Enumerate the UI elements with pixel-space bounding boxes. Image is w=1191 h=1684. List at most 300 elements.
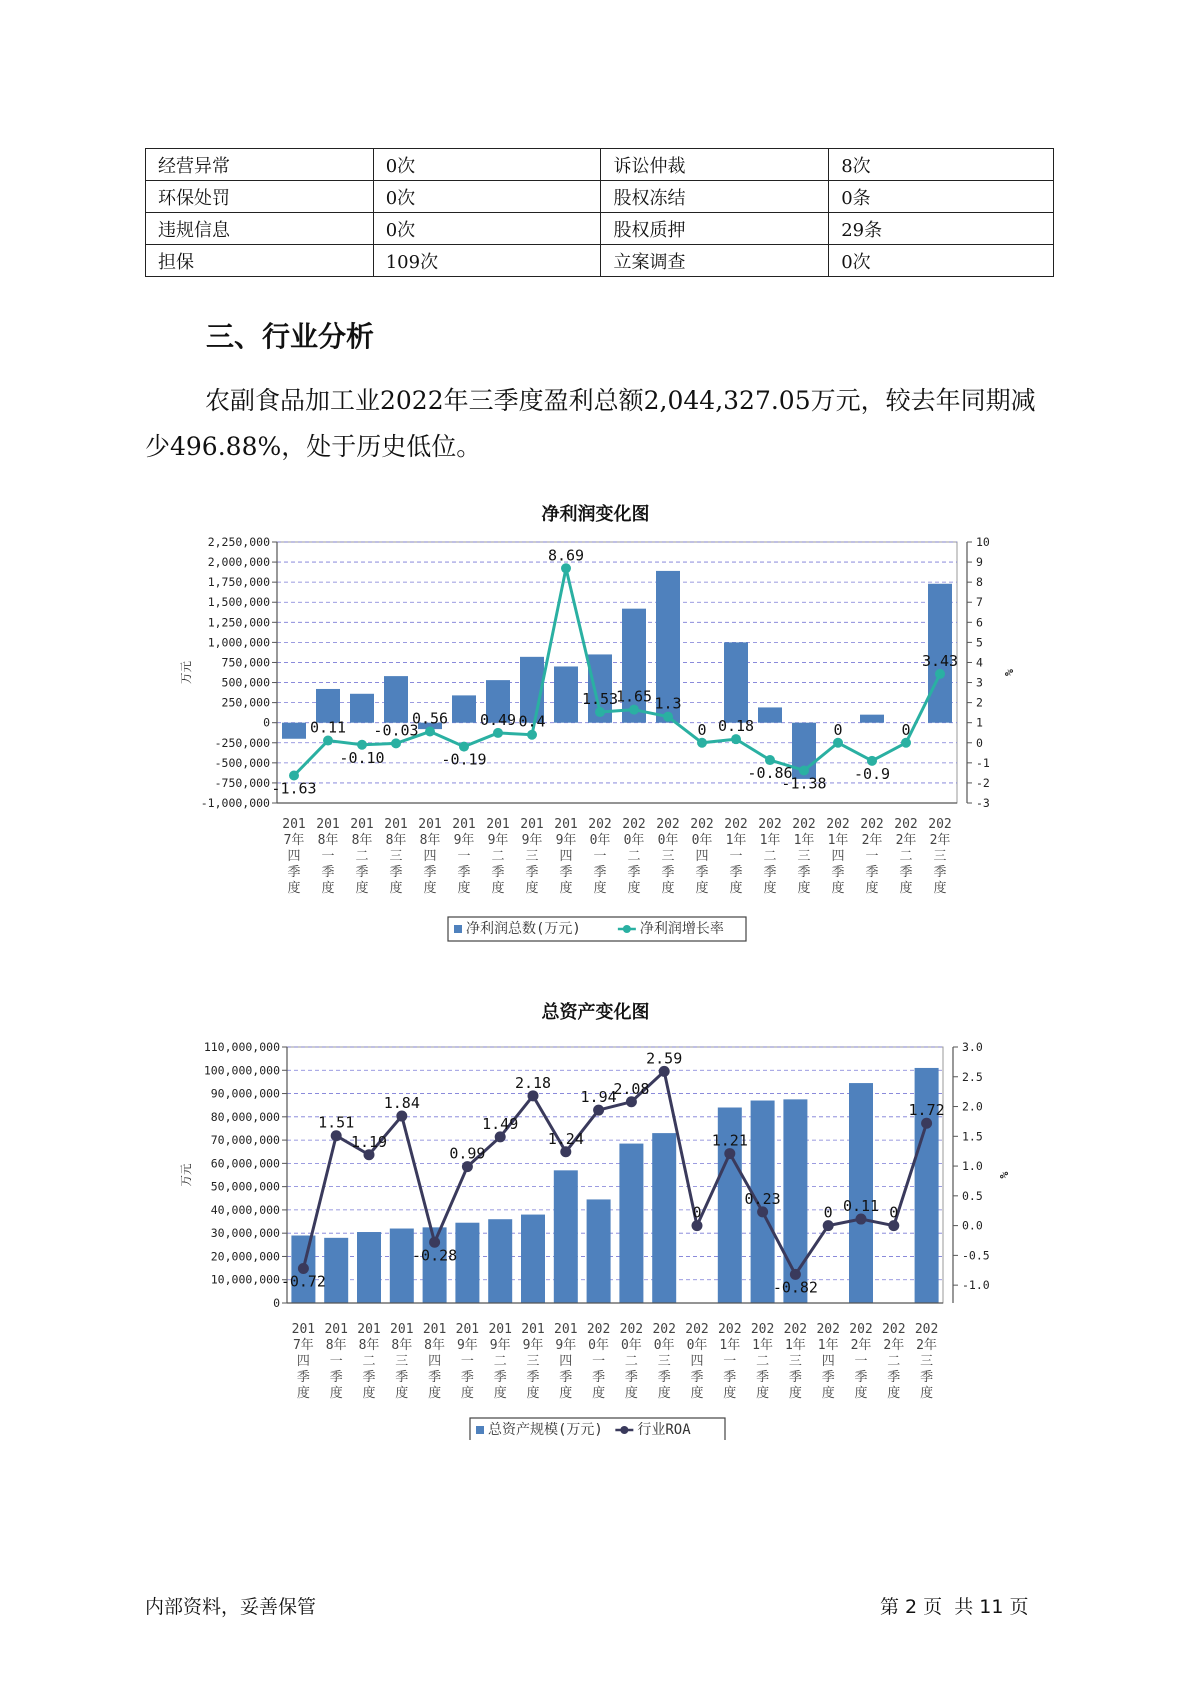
data-label: -1.38: [781, 774, 827, 793]
x-tick-label: 9年: [555, 833, 577, 848]
x-tick-label: 9年: [489, 1338, 511, 1353]
x-tick-label: 二: [627, 849, 641, 864]
x-tick-label: 1年: [784, 1338, 806, 1353]
x-tick-label: 季: [797, 865, 811, 880]
y-tick-label: 40,000,000: [210, 1202, 280, 1217]
y-tick-label: 250,000: [221, 695, 270, 710]
table-cell: 29条: [829, 213, 1054, 245]
x-tick-label: 度: [525, 881, 539, 896]
y2-tick-label: 10: [976, 535, 990, 549]
data-point: [935, 669, 945, 679]
data-point: [527, 730, 537, 740]
data-point: [493, 728, 503, 738]
data-point: [626, 1096, 637, 1107]
table-cell: 股权冻结: [601, 181, 829, 213]
x-tick-label: 202: [619, 1322, 644, 1337]
y2-tick-label: 2.0: [962, 1099, 983, 1114]
x-tick-label: 2年: [883, 1338, 905, 1353]
table-row: [146, 181, 1054, 213]
y2-tick-label: 9: [976, 555, 983, 570]
x-tick-label: 季: [661, 865, 675, 880]
x-tick-label: 度: [788, 1386, 802, 1401]
x-tick-label: 201: [316, 817, 340, 832]
x-tick-label: 1年: [793, 833, 815, 848]
x-tick-label: 四: [695, 849, 709, 864]
y-tick-label: 80,000,000: [210, 1109, 280, 1124]
data-label: 1.72: [908, 1101, 945, 1120]
x-tick-label: 三: [525, 849, 539, 864]
y-tick-label: -500,000: [214, 755, 270, 770]
legend-label: 净利润增长率: [639, 921, 724, 937]
y-tick-label: 1,500,000: [207, 595, 270, 610]
x-tick-label: 1年: [719, 1338, 741, 1353]
x-tick-label: 度: [899, 881, 913, 896]
x-tick-label: 2年: [895, 833, 917, 848]
x-tick-label: 一: [729, 849, 743, 864]
bar: [652, 1133, 676, 1303]
x-tick-label: 四: [559, 1354, 573, 1369]
x-tick-label: 201: [455, 1322, 480, 1337]
x-tick-label: 201: [384, 817, 408, 832]
x-tick-label: 8年: [419, 833, 441, 848]
data-point: [391, 738, 401, 748]
y-tick-label: 0: [273, 1296, 280, 1310]
data-label: 1.3: [654, 694, 682, 713]
data-point: [560, 1146, 571, 1157]
x-tick-label: 202: [718, 1322, 742, 1337]
x-tick-label: 二: [355, 849, 369, 864]
x-tick-label: 季: [723, 1370, 737, 1385]
table-row: [146, 213, 1054, 245]
x-tick-label: 9年: [453, 833, 475, 848]
x-tick-label: 202: [758, 817, 782, 832]
data-label: 1.84: [383, 1094, 420, 1113]
x-tick-label: 201: [282, 817, 306, 832]
x-tick-label: 2年: [916, 1338, 938, 1353]
x-tick-label: 202: [894, 817, 918, 832]
data-label: 1.94: [580, 1088, 617, 1107]
x-tick-label: 0年: [589, 833, 611, 848]
data-label: 0: [692, 1203, 702, 1222]
x-tick-label: 202: [750, 1322, 775, 1337]
x-tick-label: 202: [622, 817, 646, 832]
y-tick-label: 750,000: [221, 655, 270, 670]
data-point: [595, 707, 605, 717]
data-point: [561, 563, 571, 573]
data-point: [901, 738, 911, 748]
x-tick-label: 度: [723, 1386, 737, 1401]
y2-tick-label: -1: [976, 755, 990, 770]
bar: [554, 1170, 578, 1303]
data-label: -1.63: [271, 779, 317, 798]
x-tick-label: 三: [661, 849, 675, 864]
x-tick-label: 四: [821, 1354, 835, 1369]
x-tick-label: 201: [521, 1322, 545, 1337]
data-point: [364, 1149, 375, 1160]
bar: [488, 1219, 512, 1303]
y-tick-label: 1,750,000: [207, 575, 270, 590]
x-tick-label: 0年: [691, 833, 713, 848]
table-row: [146, 245, 1054, 277]
x-tick-label: 季: [729, 865, 743, 880]
data-label: 0.11: [842, 1197, 880, 1216]
x-tick-label: 季: [831, 865, 845, 880]
bar: [282, 723, 306, 739]
y-axis-title: 万元: [179, 661, 193, 684]
data-point: [833, 738, 843, 748]
x-tick-label: 201: [390, 1322, 414, 1337]
data-label: 0.23: [744, 1189, 781, 1208]
data-point: [724, 1148, 735, 1159]
x-tick-label: 二: [491, 849, 505, 864]
y-tick-label: 1,250,000: [207, 615, 270, 630]
x-tick-label: 0年: [588, 1338, 610, 1353]
x-tick-label: 季: [287, 865, 301, 880]
x-tick-label: 度: [854, 1386, 868, 1401]
data-point: [731, 734, 741, 744]
x-tick-label: 度: [593, 881, 607, 896]
x-tick-label: 度: [362, 1386, 376, 1401]
x-tick-label: 季: [763, 865, 777, 880]
data-label: -0.72: [280, 1272, 326, 1291]
x-tick-label: 季: [821, 1370, 835, 1385]
x-tick-label: 季: [657, 1370, 671, 1385]
x-tick-label: 季: [460, 1370, 474, 1385]
x-tick-label: 度: [831, 881, 845, 896]
x-tick-label: 9年: [456, 1338, 478, 1353]
bar: [350, 694, 374, 723]
bar: [587, 1199, 611, 1303]
risk-info-table: [145, 148, 1054, 277]
data-point: [528, 1090, 539, 1101]
table-cell: 8次: [829, 149, 1054, 181]
data-label: -0.10: [339, 748, 385, 767]
y-tick-label: -250,000: [214, 735, 270, 750]
y2-tick-label: 0.5: [962, 1188, 983, 1203]
y2-tick-label: 6: [976, 615, 983, 630]
table-cell: 0次: [373, 181, 601, 213]
x-tick-label: 四: [296, 1354, 310, 1369]
data-point: [629, 705, 639, 715]
y2-tick-label: 7: [976, 595, 983, 610]
data-label: 0.4: [518, 712, 546, 731]
y-tick-label: 0: [263, 715, 270, 730]
x-tick-label: 度: [624, 1386, 638, 1401]
data-label: 0: [697, 720, 707, 739]
x-tick-label: 二: [899, 849, 913, 864]
y2-tick-label: 2.5: [962, 1069, 983, 1084]
x-tick-label: 度: [493, 1386, 507, 1401]
x-tick-label: 季: [329, 1370, 343, 1385]
y2-tick-label: 4: [976, 655, 983, 670]
x-tick-label: 季: [624, 1370, 638, 1385]
section-heading: 三、行业分析: [206, 320, 375, 353]
x-tick-label: 1年: [827, 833, 849, 848]
data-label: -0.03: [373, 721, 419, 740]
x-tick-label: 2年: [850, 1338, 872, 1353]
x-tick-label: 季: [920, 1370, 934, 1385]
y2-tick-label: 2: [976, 695, 983, 710]
x-tick-label: 季: [933, 865, 947, 880]
x-tick-label: 二: [756, 1354, 770, 1369]
x-tick-label: 二: [763, 849, 777, 864]
x-tick-label: 201: [554, 817, 578, 832]
x-tick-label: 度: [428, 1386, 442, 1401]
x-tick-label: 度: [389, 881, 403, 896]
x-tick-label: 季: [593, 865, 607, 880]
x-tick-label: 三: [933, 849, 947, 864]
y-tick-label: -750,000: [214, 775, 270, 790]
x-tick-label: 9年: [521, 833, 543, 848]
x-tick-label: 季: [395, 1370, 409, 1385]
data-label: 3.43: [921, 651, 959, 670]
x-tick-label: 202: [792, 817, 816, 832]
x-tick-label: 201: [520, 817, 544, 832]
x-tick-label: 度: [729, 881, 743, 896]
x-tick-label: 季: [457, 865, 471, 880]
body-paragraph: 农副食品加工业2022年三季度盈利总额2,044,327.05万元，较去年同期减少496.88%，处于历史低位。: [145, 386, 1036, 461]
x-tick-label: 度: [821, 1386, 835, 1401]
data-label: 2.18: [514, 1073, 552, 1092]
data-label: 1.51: [318, 1113, 355, 1132]
footer-confidential: 内部资料，妥善保管: [145, 1596, 317, 1618]
y2-tick-label: -1.0: [962, 1278, 990, 1293]
x-tick-label: 度: [933, 881, 947, 896]
x-tick-label: 201: [418, 817, 442, 832]
table-cell: 担保: [146, 245, 374, 277]
x-tick-label: 202: [724, 817, 748, 832]
data-point: [823, 1220, 834, 1231]
y2-tick-label: -0.5: [962, 1248, 990, 1263]
x-tick-label: 201: [422, 1322, 447, 1337]
x-tick-label: 季: [695, 865, 709, 880]
x-tick-label: 202: [826, 817, 850, 832]
x-tick-label: 度: [329, 1386, 343, 1401]
x-tick-label: 三: [526, 1354, 540, 1369]
x-tick-label: 度: [296, 1386, 310, 1401]
x-tick-label: 度: [763, 881, 777, 896]
x-tick-label: 度: [355, 881, 369, 896]
x-tick-label: 二: [887, 1354, 901, 1369]
data-point: [692, 1220, 703, 1231]
x-tick-label: 1年: [752, 1338, 774, 1353]
data-point: [331, 1130, 342, 1141]
x-tick-label: 度: [457, 881, 471, 896]
legend-label: 总资产规模(万元): [488, 1422, 603, 1438]
x-tick-label: 季: [899, 865, 913, 880]
x-tick-label: 202: [588, 817, 612, 832]
legend-swatch-marker: [620, 1426, 628, 1434]
x-tick-label: 季: [423, 865, 437, 880]
y-tick-label: 1,000,000: [207, 635, 270, 650]
data-point: [757, 1206, 768, 1217]
table-row: [146, 149, 1054, 181]
x-tick-label: 201: [486, 817, 510, 832]
x-tick-label: 度: [690, 1386, 704, 1401]
data-label: 0: [833, 720, 843, 739]
x-tick-label: 0年: [686, 1338, 708, 1353]
data-point: [888, 1220, 899, 1231]
x-tick-label: 二: [493, 1354, 507, 1369]
footer-page-number: 第 2 页 共 11 页: [880, 1596, 1029, 1618]
y2-tick-label: 5: [976, 635, 983, 650]
y-tick-label: 30,000,000: [210, 1226, 280, 1241]
x-tick-label: 度: [695, 881, 709, 896]
x-tick-label: 8年: [351, 833, 373, 848]
data-point: [462, 1161, 473, 1172]
x-tick-label: 8年: [391, 1338, 413, 1353]
table-cell: 0条: [829, 181, 1054, 213]
x-tick-label: 202: [783, 1322, 808, 1337]
bar: [390, 1229, 414, 1303]
x-tick-label: 0年: [623, 833, 645, 848]
data-point: [323, 736, 333, 746]
x-tick-label: 度: [395, 1386, 409, 1401]
x-tick-label: 202: [690, 817, 714, 832]
table-cell: 立案调查: [601, 245, 829, 277]
x-tick-label: 季: [321, 865, 335, 880]
x-tick-label: 0年: [620, 1338, 642, 1353]
x-tick-label: 一: [592, 1354, 606, 1369]
x-tick-label: 8年: [424, 1338, 446, 1353]
legend-label: 净利润总数(万元): [466, 921, 581, 937]
x-tick-label: 四: [423, 849, 437, 864]
x-tick-label: 度: [657, 1386, 671, 1401]
y-tick-label: 100,000,000: [203, 1063, 280, 1078]
data-label: 1.53: [581, 690, 619, 709]
x-tick-label: 9年: [487, 833, 509, 848]
x-tick-label: 8年: [317, 833, 339, 848]
data-label: 0.49: [479, 710, 517, 729]
x-tick-label: 季: [592, 1370, 606, 1385]
table-cell: 0次: [373, 213, 601, 245]
bar: [860, 715, 884, 723]
x-tick-label: 度: [627, 881, 641, 896]
x-tick-label: 季: [854, 1370, 868, 1385]
bar: [849, 1083, 873, 1303]
data-point: [856, 1214, 867, 1225]
data-point: [921, 1118, 932, 1129]
x-tick-label: 8年: [325, 1338, 347, 1353]
x-tick-label: 9年: [555, 1338, 577, 1353]
data-label: -0.82: [772, 1278, 818, 1297]
table-cell: 109次: [373, 245, 601, 277]
x-tick-label: 四: [690, 1354, 704, 1369]
x-tick-label: 度: [592, 1386, 606, 1401]
x-tick-label: 8年: [385, 833, 407, 848]
table-cell: 0次: [373, 149, 601, 181]
data-point: [495, 1131, 506, 1142]
x-tick-label: 三: [657, 1354, 671, 1369]
x-tick-label: 一: [854, 1354, 868, 1369]
x-tick-label: 季: [865, 865, 879, 880]
x-tick-label: 季: [428, 1370, 442, 1385]
y2-tick-label: 1.5: [962, 1129, 983, 1144]
x-tick-label: 季: [493, 1370, 507, 1385]
x-tick-label: 一: [723, 1354, 737, 1369]
x-tick-label: 1年: [725, 833, 747, 848]
x-tick-label: 三: [920, 1354, 934, 1369]
data-label: 0.56: [411, 709, 449, 728]
x-tick-label: 8年: [358, 1338, 380, 1353]
bar: [455, 1223, 479, 1303]
data-label: -0.19: [441, 750, 487, 769]
x-tick-label: 201: [488, 1322, 512, 1337]
data-point: [425, 727, 435, 737]
x-tick-label: 9年: [522, 1338, 544, 1353]
bar: [724, 642, 748, 722]
y-tick-label: 500,000: [221, 675, 270, 690]
y2-tick-label: 1: [976, 715, 983, 730]
net-profit-chart: [0, 525, 1191, 955]
y-tick-label: 10,000,000: [210, 1272, 280, 1287]
y-tick-label: 2,000,000: [207, 555, 270, 570]
data-label: -0.9: [853, 764, 891, 783]
data-label: 0.18: [717, 717, 755, 736]
x-tick-label: 2年: [929, 833, 951, 848]
data-label: 1.49: [482, 1114, 519, 1133]
y-tick-label: 70,000,000: [210, 1133, 280, 1148]
x-tick-label: 一: [321, 849, 335, 864]
x-tick-label: 7年: [292, 1338, 314, 1353]
x-tick-label: 季: [525, 865, 539, 880]
bar: [452, 695, 476, 722]
x-tick-label: 季: [389, 865, 403, 880]
x-tick-label: 度: [920, 1386, 934, 1401]
data-label: -0.28: [412, 1246, 458, 1265]
y2-tick-label: 3: [976, 675, 983, 690]
bar: [357, 1232, 381, 1303]
x-tick-label: 四: [428, 1354, 442, 1369]
y-tick-label: 2,250,000: [207, 535, 270, 549]
x-tick-label: 二: [624, 1354, 638, 1369]
data-label: 0.99: [449, 1144, 486, 1163]
data-label: 1.65: [615, 687, 653, 706]
table-cell: 股权质押: [601, 213, 829, 245]
x-tick-label: 二: [362, 1354, 376, 1369]
x-tick-label: 一: [593, 849, 607, 864]
table-cell: 环保处罚: [146, 181, 374, 213]
x-tick-label: 0年: [653, 1338, 675, 1353]
x-tick-label: 一: [457, 849, 471, 864]
data-label: 0: [889, 1203, 899, 1222]
data-label: 1.19: [350, 1132, 388, 1151]
y-tick-label: 50,000,000: [210, 1179, 280, 1194]
data-point: [663, 712, 673, 722]
x-tick-label: 202: [816, 1322, 840, 1337]
bar: [554, 666, 578, 722]
legend-swatch-marker: [623, 925, 631, 933]
x-tick-label: 季: [559, 1370, 573, 1385]
x-tick-label: 季: [296, 1370, 310, 1385]
x-tick-label: 度: [756, 1386, 770, 1401]
data-label: 0.11: [309, 718, 347, 737]
x-tick-label: 季: [887, 1370, 901, 1385]
x-tick-label: 季: [526, 1370, 540, 1385]
legend-swatch-bar: [476, 1426, 484, 1434]
y2-tick-label: 1.0: [962, 1159, 983, 1174]
x-tick-label: 202: [685, 1322, 709, 1337]
table-cell: 0次: [829, 245, 1054, 277]
x-tick-label: 202: [914, 1322, 939, 1337]
x-tick-label: 一: [329, 1354, 343, 1369]
x-tick-label: 0年: [657, 833, 679, 848]
y-tick-label: -1,000,000: [200, 796, 270, 810]
y-tick-label: 20,000,000: [210, 1249, 280, 1264]
x-tick-label: 202: [586, 1322, 611, 1337]
bar: [384, 676, 408, 723]
x-tick-label: 201: [350, 817, 374, 832]
